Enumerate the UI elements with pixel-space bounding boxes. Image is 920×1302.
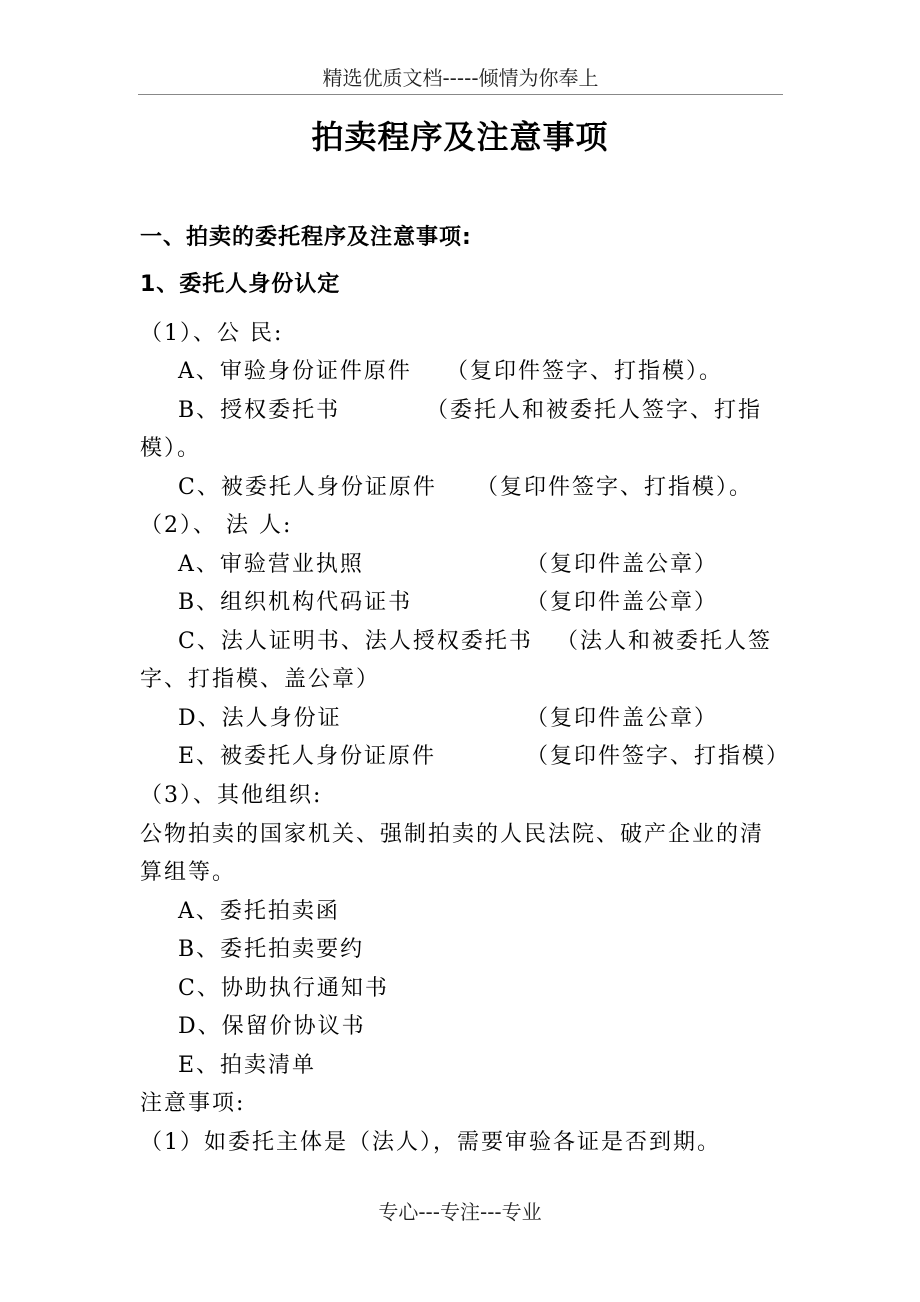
legal-label: （2）、 法 人: xyxy=(140,513,293,538)
other-desc-line1: 公物拍卖的国家机关、强制拍卖的人民法院、破产企业的清 xyxy=(140,822,765,847)
note-item-1: （1）如委托主体是（法人），需要审验各证是否到期。 xyxy=(140,1130,721,1155)
citizen-label: （1）、公 民: xyxy=(140,321,284,346)
legal-item-b: B、组织机构代码证书 xyxy=(178,590,413,615)
citizen-item-b: B、授权委托书 xyxy=(178,398,341,423)
citizen-item-c-note: （复印件签字、打指模）。 xyxy=(476,475,754,500)
legal-item-e-note: （复印件签字、打指模） xyxy=(526,744,791,769)
page-header: 精选优质文档-----倾情为你奉上 xyxy=(322,66,599,90)
other-item-e: E、拍卖清单 xyxy=(178,1053,317,1078)
legal-item-e: E、被委托人身份证原件 xyxy=(178,744,437,769)
header-divider xyxy=(138,94,783,95)
other-item-d: D、保留价协议书 xyxy=(178,1014,366,1039)
citizen-item-b-note: （委托人和被委托人签字、打指 xyxy=(426,398,763,423)
legal-item-c-note: （法人和被委托人签 xyxy=(556,629,773,654)
other-desc-line2: 算组等。 xyxy=(140,860,237,885)
other-item-b: B、委托拍卖要约 xyxy=(178,937,365,962)
legal-item-c: C、法人证明书、法人授权委托书 xyxy=(178,629,533,654)
legal-item-c-cont: 字、打指模、盖公章） xyxy=(140,667,381,692)
other-item-a: A、委托拍卖函 xyxy=(178,899,340,924)
legal-item-a: A、审验营业执照 xyxy=(178,552,364,577)
page-footer: 专心---专注---专业 xyxy=(378,1200,542,1224)
section-heading: 一、拍卖的委托程序及注意事项: xyxy=(140,225,472,250)
legal-item-b-note: （复印件盖公章） xyxy=(526,590,719,615)
legal-item-d: D、法人身份证 xyxy=(178,706,342,731)
citizen-item-b-cont: 模）。 xyxy=(140,436,202,461)
citizen-item-a-note: （复印件签字、打指模）。 xyxy=(446,359,724,384)
subsection-heading: 1、委托人身份认定 xyxy=(140,272,341,297)
other-label: （3）、其他组织: xyxy=(140,783,323,808)
citizen-item-c: C、被委托人身份证原件 xyxy=(178,475,437,500)
legal-item-d-note: （复印件盖公章） xyxy=(526,706,719,731)
other-item-c: C、协助执行通知书 xyxy=(178,976,389,1001)
legal-item-a-note: （复印件盖公章） xyxy=(526,552,719,577)
notes-heading: 注意事项: xyxy=(140,1091,246,1116)
citizen-item-a: A、审验身份证件原件 xyxy=(178,359,412,384)
document-title: 拍卖程序及注意事项 xyxy=(311,118,609,156)
